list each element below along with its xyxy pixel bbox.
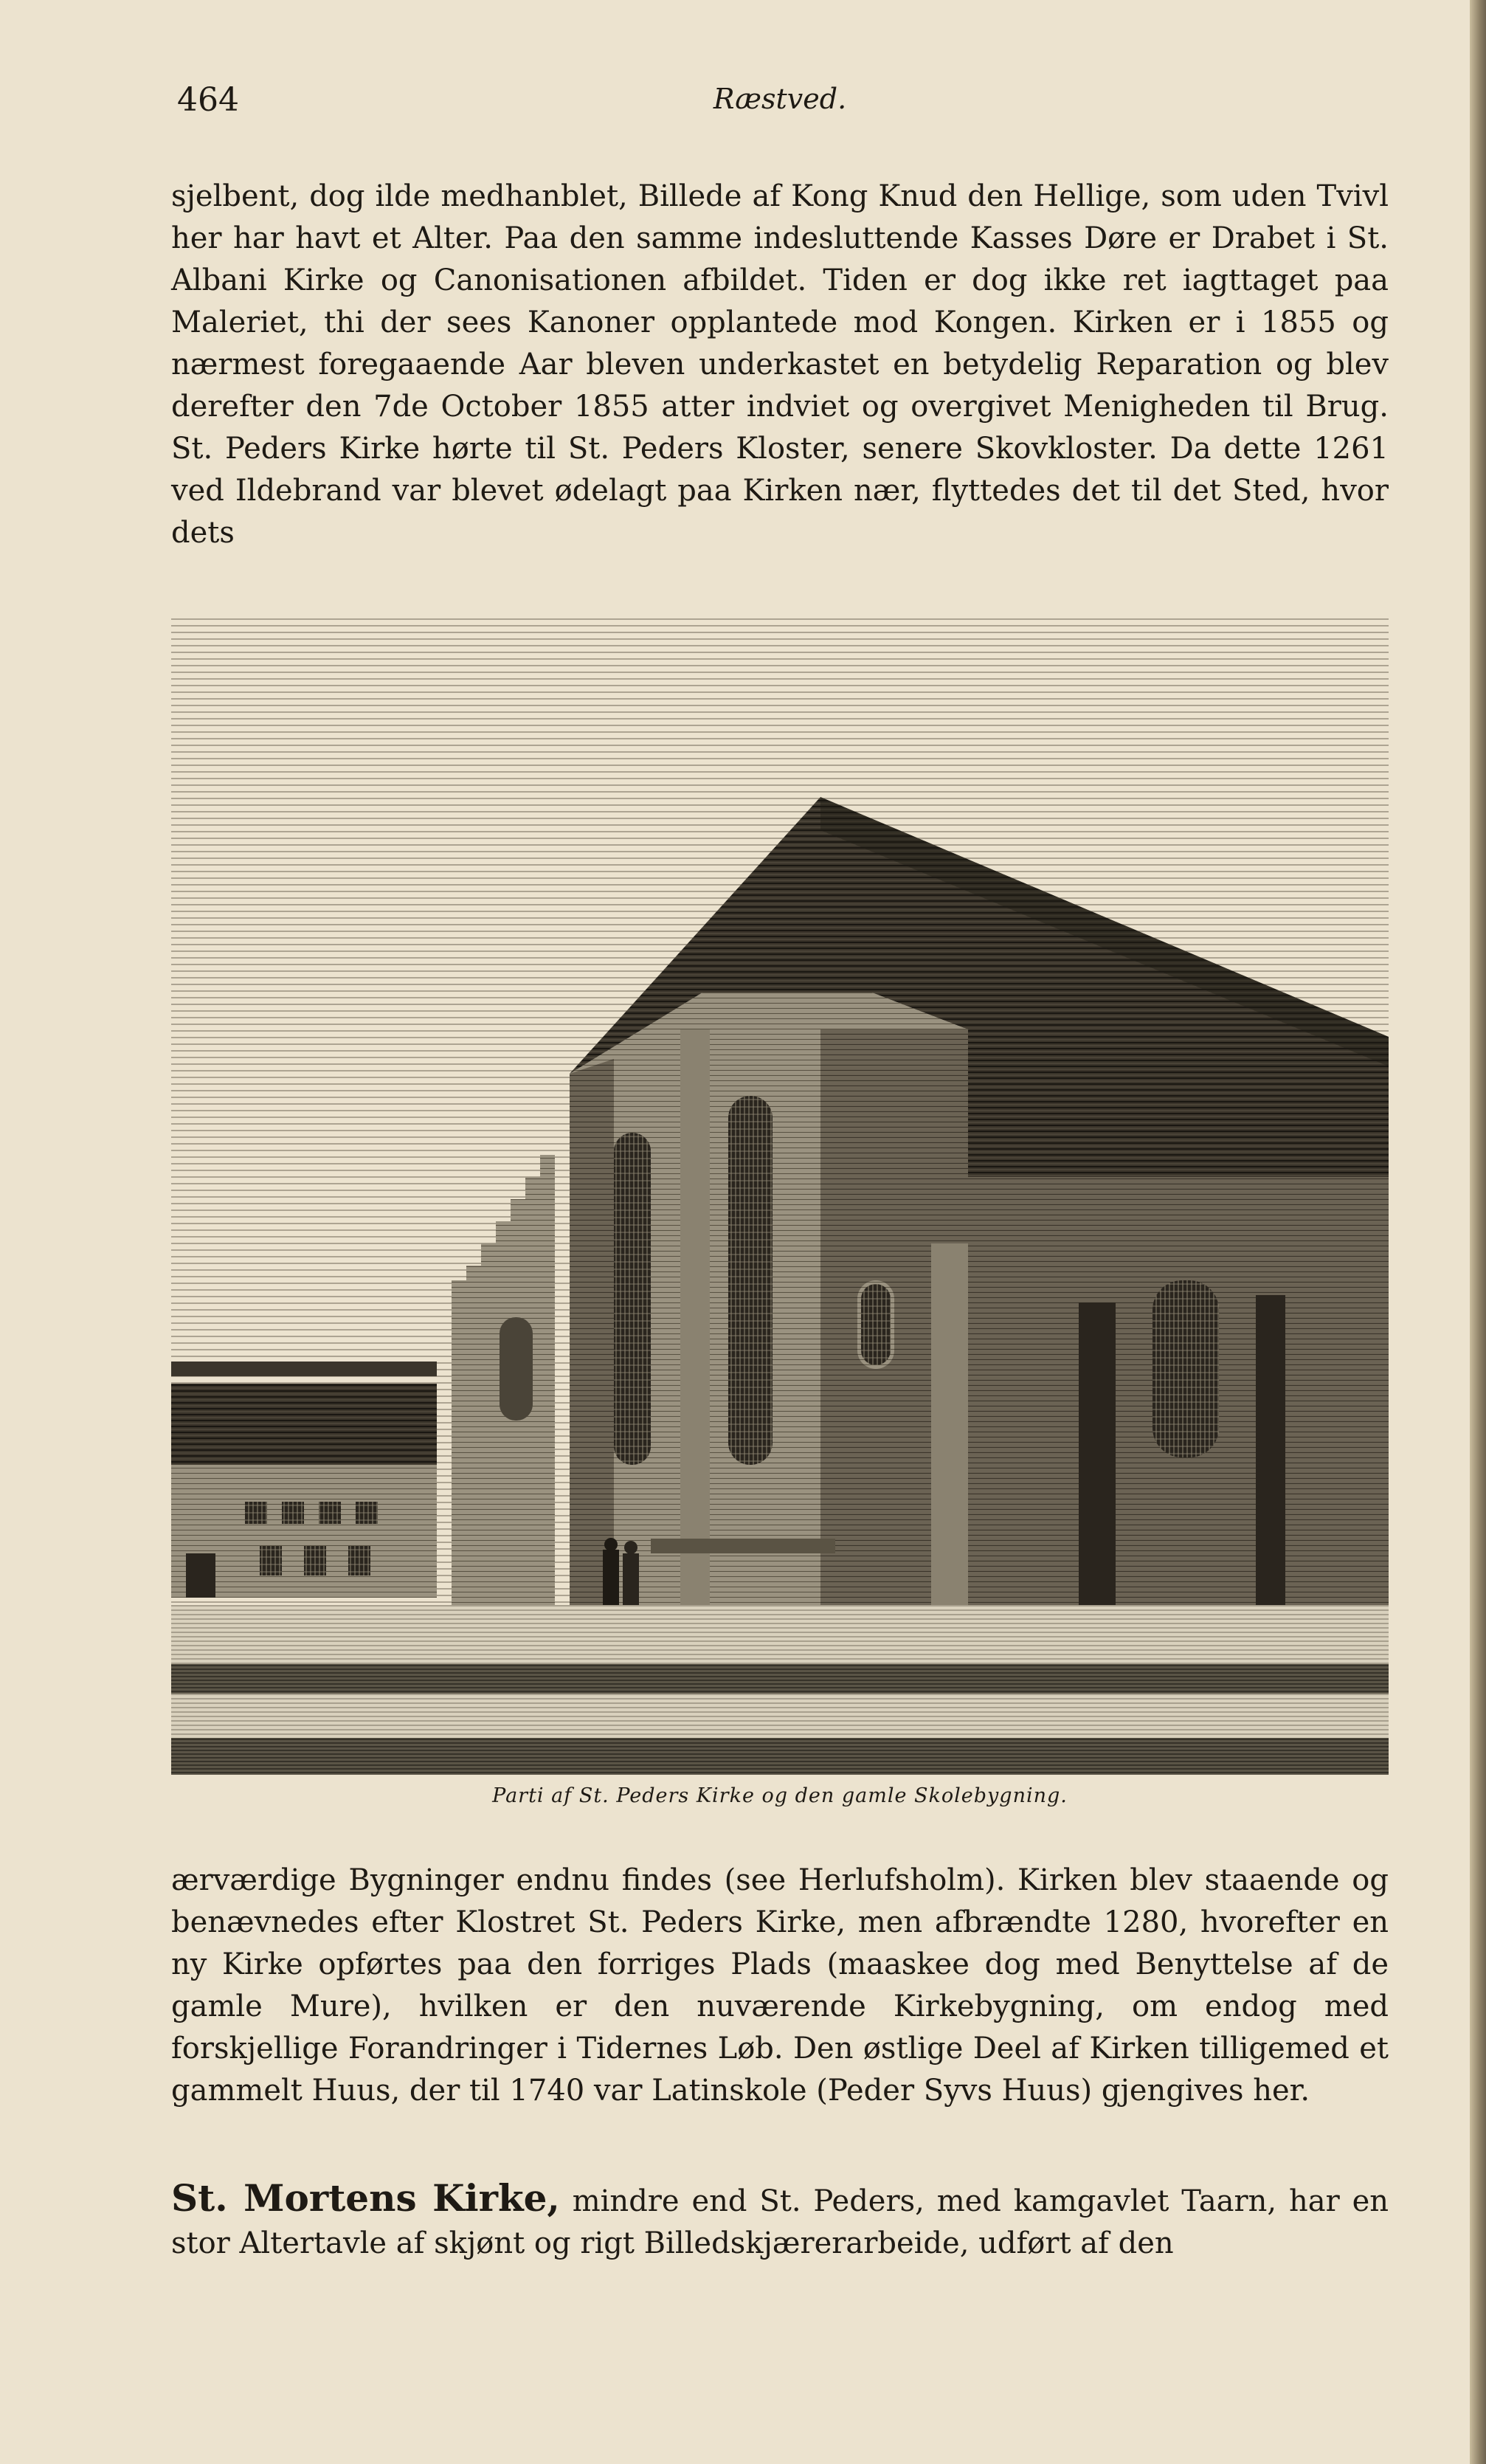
body-paragraph-3 [171, 2177, 1389, 2295]
page-header [171, 74, 1389, 125]
body-paragraph-1: sjelbent, dog ilde medhanblet, Billede af Kong Knud den Hellige, som uden Tvivl her har havt et Alter. Paa den samme indesluttende Kasses Døre er Drabet i St. Albani Kirke og Canonisationen afbildet. Tiden er dog ikke ret iagttaget paa Maleriet, thi der sees Kanoner opplantede mod Kongen. Kirken er i 1855 og nærmest foregaaende Aar bleven underkastet en betydelig Reparation og blev derefter den 7de October 1855 atter indviet og overgivet Menigheden til Brug. St. Peders Kirke hørte til St. Peders Kloster, senere Skovkloster. Da dette 1261 ved Ildebrand var blevet ødelagt paa Kirken nær, flyttedes det til det Sted, hvor dets [171, 179, 1389, 550]
paragraph-lead-heading: St. Mortens Kirke, [171, 2176, 560, 2220]
illustration-caption: Parti af St. Peders Kirke og den gamle Skolebygning. [492, 1784, 1068, 1807]
running-title: Ræstved. [713, 83, 847, 115]
paragraph-3-text: mindre end St. Peders, med kamgavlet Taarn, har en stor Altertavle af skjønt og rigt Billedskjærerarbeide, udført af den [171, 2184, 1389, 2260]
body-paragraph-2: ærværdige Bygninger endnu findes (see Herlufsholm). Kirken blev staaende og benævnedes efter Klostret St. Peders Kirke, men afbrændte 1280, hvorefter en ny Kirke opførtes paa den forriges Plads (maaskee dog med Benyttelse af de gamle Mure), hvilken er den nuværende Kirkebygning, om endog med forskjellige Forandringer i Tidernes Løb. Den østlige Deel af Kirken tilligemed et gammelt Huus, der til 1740 var Latinskole (Peder Syvs Huus) gjengives her. [171, 1863, 1389, 2108]
page-edge [1470, 0, 1486, 2464]
church-engraving [171, 616, 1389, 1775]
page-number: 464 [177, 81, 239, 119]
